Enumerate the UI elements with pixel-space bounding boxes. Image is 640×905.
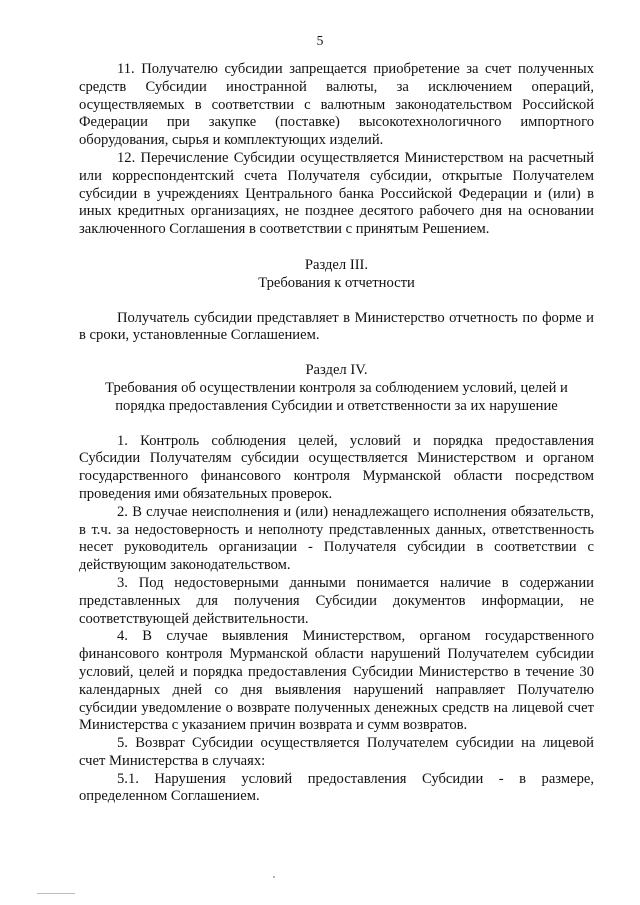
- section-4-title-line-2: порядка предоставления Субсидии и ответственности за их нарушение: [115, 397, 558, 414]
- paragraph-12: 12. Перечисление Субсидии осуществляется Министерством на расчетный или корреспондентский счета Получателя субсидии, открытые Получателем субсидии в учреждениях Центрального банка Российской Федерации и (или) в иных кредитных организациях, не позднее десятого рабочего дня на основании заключенного Соглашения в соответствии с принятым Решением.: [79, 149, 594, 238]
- section-4-title-line-1: Требования об осуществлении контроля за соблюдением условий, целей и: [105, 379, 568, 396]
- section-3-title: Требования к отчетности: [258, 274, 415, 291]
- section-4-paragraph-2: 2. В случае неисполнения и (или) ненадлежащего исполнения обязательств, в т.ч. за недостоверность и неполноту представленных данных, ответственность несет руководитель организации - Получателя субсидии в соответствии с действующим законодательством.: [79, 503, 594, 574]
- section-4-paragraph-3: 3. Под недостоверными данными понимается наличие в содержании представленных для получения Субсидии документов информации, не соответствующей действительности.: [79, 574, 594, 627]
- section-3-number: Раздел III.: [304, 256, 369, 273]
- document-body: [79, 61, 594, 806]
- section-4-paragraph-5-1: 5.1. Нарушения условий предоставления Субсидии - в размере, определенном Соглашением.: [79, 770, 594, 805]
- section-3-text: Получатель субсидии представляет в Министерство отчетность по форме и в сроки, установленные Соглашением.: [79, 309, 594, 344]
- section-4-paragraph-4: 4. В случае выявления Министерством, органом государственного финансового контроля Мурманской области нарушений Получателем субсидии условий, целей и порядка предоставления Субсидии Министерство в течение 30 календарных дней со дня выявления нарушений направляет Получателю субсидии уведомление о возврате полученных денежных средств на лицевой счет Министерства с указанием причин возврата и сумм возвратов.: [79, 628, 594, 734]
- paragraph-11: 11. Получателю субсидии запрещается приобретение за счет полученных средств Субсидии иностранной валюты, за исключением операций, осуществляемых в соответствии с валютным законодательством Российской Федерации при закупке (поставке) высокотехнологичного импортного оборудования, сырья и комплектующих изделий.: [79, 61, 594, 149]
- page-number: 5: [316, 33, 324, 48]
- footer-rule: [37, 893, 75, 894]
- section-4-paragraph-5: 5. Возврат Субсидии осуществляется Получателем субсидии на лицевой счет Министерства в случаях:: [79, 735, 594, 769]
- section-4-number: Раздел IV.: [305, 362, 368, 379]
- section-4-paragraph-1: 1. Контроль соблюдения целей, условий и порядка предоставления Субсидии Получателям субсидии осуществляется Министерством и органом государственного финансового контроля Мурманской области посредством проведения ими обязательных проверок.: [79, 432, 594, 502]
- scan-speck: [273, 876, 275, 878]
